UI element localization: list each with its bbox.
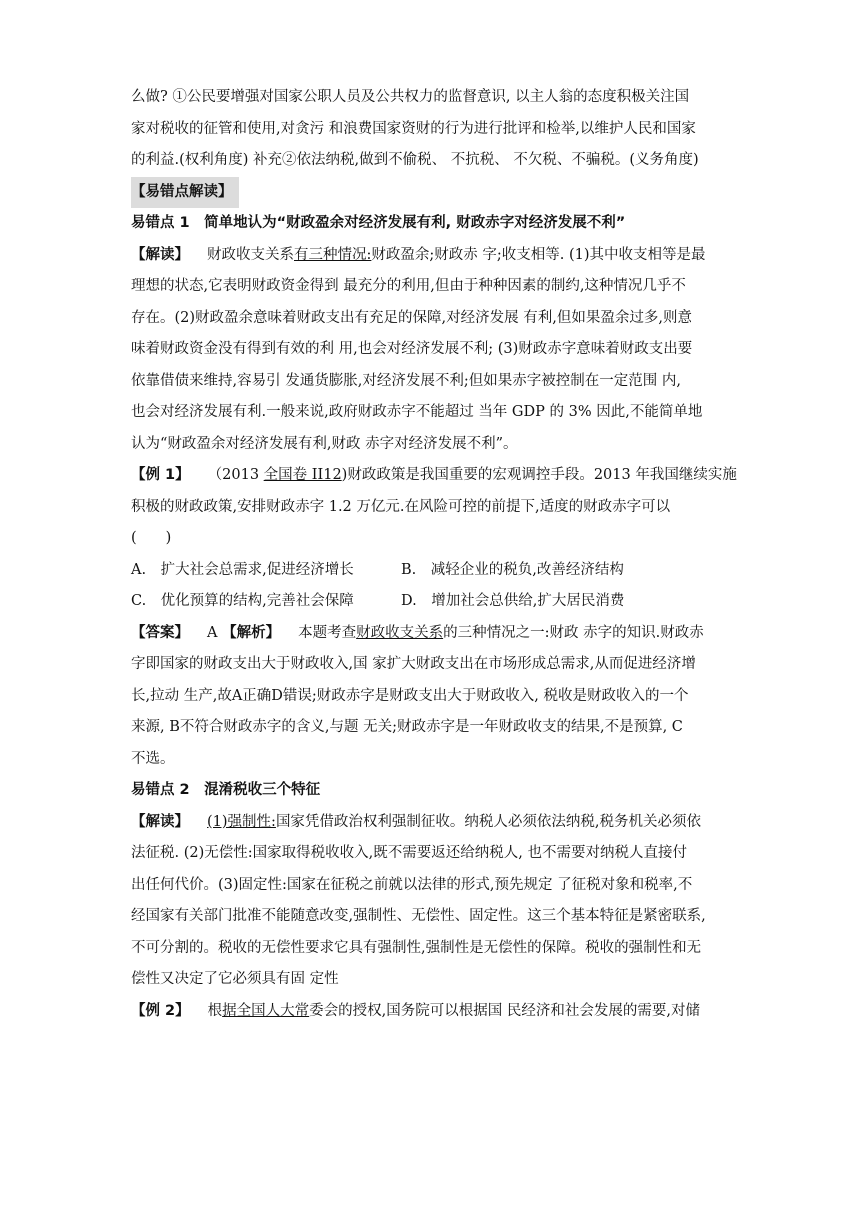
exam-source: 全国卷 II12 <box>263 467 342 483</box>
paragraph-line: 理想的状态,它表明财政资金得到 最充分的利用,但由于种种因素的制约,这种情况几乎不 <box>131 278 686 294</box>
answer-line <box>131 618 731 650</box>
paragraph-line <box>131 807 731 839</box>
underlined-text: 有三种情况: <box>294 246 372 263</box>
intro-line: 家对税收的征管和使用,对贪污 和浪费国家资财的行为进行批评和检举,以维护人民和国家 <box>131 120 696 137</box>
paragraph-line: 认为“财政盈余对经济发展有利,财政 赤字对经济发展不利”。 <box>131 435 518 452</box>
paragraph-line: 经国家有关部门批准不能随意改变,强制性、无偿性、固定性。这三个基本特征是紧密联系, <box>131 908 706 924</box>
example-2-line <box>131 996 731 1028</box>
text-span: 国家凭借政治权利强制征收。纳税人必须依法纳税,税务机关必须依 <box>275 813 702 830</box>
intro-line: 么做? ①公民要增强对国家公职人员及公共权力的监督意识, 以主人翁的态度积极关注国 <box>131 89 690 105</box>
document-page <box>131 82 737 1027</box>
paragraph-line: 积极的财政政策,安排财政赤字 1.2 万亿元.在风险可控的前提下,适度的财政赤字可以 <box>131 498 671 515</box>
answer-value: A <box>207 624 218 641</box>
underlined-text: 财政收支关系 <box>356 624 444 641</box>
option-b: B. 减轻企业的税负,改善经济结构 <box>401 561 624 578</box>
paragraph-line: 不可分割的。税收的无偿性要求它具有强制性,强制性是无偿性的保障。税收的强制性和无 <box>131 939 702 956</box>
text-span: 根 <box>207 1002 223 1019</box>
paragraph-line: 味着财政资金没有得到有效的利 用,也会对经济发展不利; (3)财政赤字意味着财政支出要 <box>131 341 693 357</box>
error-point-1-title: 易错点 1 简单地认为“财政盈余对经济发展有利, 财政赤字对经济发展不利” <box>131 215 626 231</box>
option-d: D. 增加社会总供给,扩大居民消费 <box>401 593 625 609</box>
example-label: 【例 1】 <box>131 467 190 483</box>
text-span: （2013 <box>207 467 264 483</box>
text-span: 财政收支关系 <box>207 246 294 263</box>
paragraph-line: 也会对经济发展有利.一般来说,政府财政赤字不能超过 当年 GDP 的 3% 因此,不能简单地 <box>131 404 703 420</box>
options-row <box>131 586 731 618</box>
section-heading-row <box>131 177 731 209</box>
text-span: 的三种情况之一:财政 赤字的知识.财政赤 <box>443 624 704 641</box>
text-span: 委会的授权,国务院可以根据国 民经济和社会发展的需要,对储 <box>309 1002 700 1019</box>
example-label: 【例 2】 <box>131 1002 190 1019</box>
answer-label: 【答案】 <box>131 624 189 641</box>
paragraph-line: 法征税. (2)无偿性:国家取得税收收入,既不需要返还给纳税人, 也不需要对纳税人直接付 <box>131 845 687 861</box>
example-1-line <box>131 460 737 492</box>
interpretation-label: 【解读】 <box>131 813 189 830</box>
option-a: A. 扩大社会总需求,促进经济增长 <box>131 561 354 578</box>
options-row <box>131 555 731 587</box>
paragraph-line <box>131 240 731 272</box>
section-heading: 【易错点解读】 <box>131 177 239 209</box>
paragraph-line: 字即国家的财政支出大于财政收入,国 家扩大财政支出在市场形成总需求,从而促进经济增 <box>131 656 696 672</box>
paragraph-line: 来源, B不符合财政赤字的含义,与题 无关;财政赤字是一年财政收支的结果,不是预算, C <box>131 719 683 735</box>
text-span: 财政盈余;财政赤 字;收支相等. (1)其中收支相等是最 <box>371 246 706 263</box>
paragraph-line: 长,拉动 生产,故A正确D错误;财政赤字是财政支出大于财政收入, 税收是财政收入的一个 <box>131 687 689 704</box>
interpretation-label: 【解读】 <box>131 246 189 263</box>
underlined-text: 据全国人大常 <box>222 1002 310 1019</box>
paragraph-line: 偿性又决定了它必须具有固 定性 <box>131 971 339 987</box>
paragraph-line: 存在。(2)财政盈余意味着财政支出有充足的保障,对经济发展 有利,但如果盈余过多,则意 <box>131 309 692 326</box>
underlined-text: (1)强制性: <box>207 813 276 830</box>
answer-blank: ( ) <box>131 530 172 546</box>
option-c: C. 优化预算的结构,完善社会保障 <box>131 593 354 609</box>
text-span: 本题考查 <box>298 624 357 641</box>
analysis-label: 【解析】 <box>222 624 281 641</box>
paragraph-line: 出任何代价。(3)固定性:国家在征税之前就以法律的形式,预先规定 了征税对象和税率,不 <box>131 876 693 893</box>
paragraph-line: 依靠借债来维持,容易引 发通货膨胀,对经济发展不利;但如果赤字被控制在一定范围 内, <box>131 372 681 389</box>
error-point-2-title: 易错点 2 混淆税收三个特征 <box>131 782 321 798</box>
text-span: )财政政策是我国重要的宏观调控手段。2013 年我国继续实施 <box>341 467 737 483</box>
intro-line: 的利益.(权利角度) 补充②依法纳税,做到不偷税、 不抗税、 不欠税、不骗税。(义务角度) <box>131 152 699 168</box>
paragraph-line: 不选。 <box>131 750 175 767</box>
